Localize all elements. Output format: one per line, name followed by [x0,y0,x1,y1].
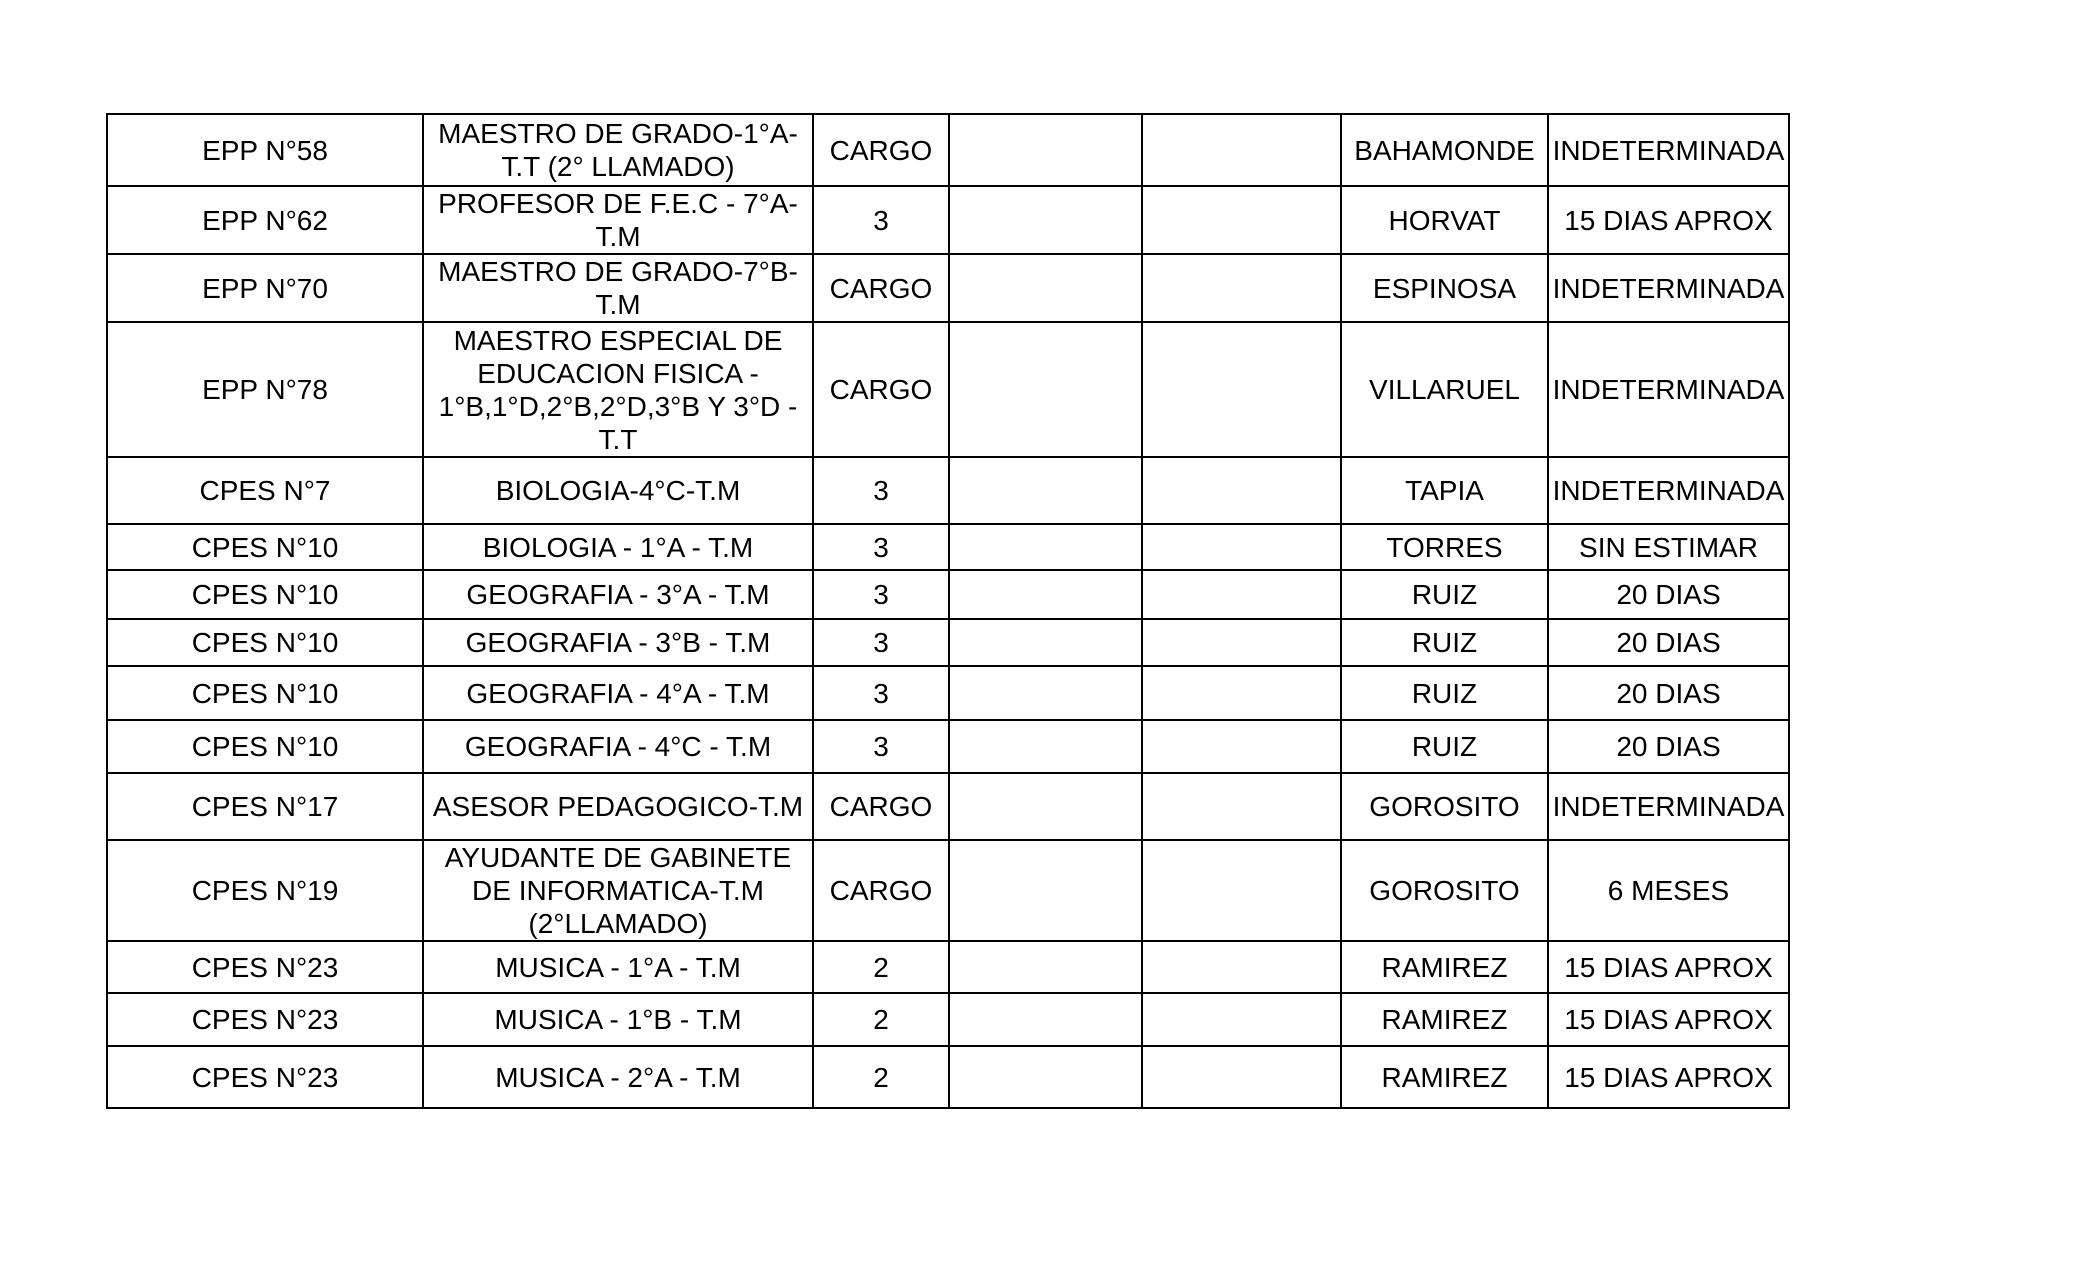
empty-cell [949,570,1142,619]
empty-cell [1142,114,1341,186]
hours-cell: CARGO [813,322,949,457]
table-row [107,114,1789,186]
school-cell: CPES N°10 [107,619,423,666]
school-cell: CPES N°10 [107,720,423,773]
table-row [107,570,1789,619]
empty-cell [949,993,1142,1046]
empty-cell [949,773,1142,840]
empty-cell [1142,619,1341,666]
hours-cell: 3 [813,524,949,570]
empty-cell [1142,773,1341,840]
empty-cell [949,254,1142,322]
teacher-cell: VILLARUEL [1341,322,1548,457]
table-row [107,254,1789,322]
subject-cell: MUSICA - 1°B - T.M [423,993,813,1046]
teacher-cell: RUIZ [1341,666,1548,720]
duration-cell: 20 DIAS [1548,619,1789,666]
school-cell: CPES N°17 [107,773,423,840]
empty-cell [949,941,1142,993]
empty-cell [1142,840,1341,941]
subject-cell: MAESTRO ESPECIAL DE EDUCACION FISICA - 1°B,1°D,2°B,2°D,3°B Y 3°D - T.T [423,322,813,457]
duration-cell: SIN ESTIMAR [1548,524,1789,570]
hours-cell: CARGO [813,840,949,941]
empty-cell [949,666,1142,720]
table-row [107,457,1789,524]
empty-cell [1142,1046,1341,1108]
table-row [107,840,1789,941]
school-cell: EPP N°62 [107,186,423,254]
hours-cell: CARGO [813,254,949,322]
duration-cell: 15 DIAS APROX [1548,1046,1789,1108]
hours-cell: 2 [813,993,949,1046]
hours-cell: CARGO [813,114,949,186]
school-cell: EPP N°70 [107,254,423,322]
table-row [107,186,1789,254]
duration-cell: 15 DIAS APROX [1548,993,1789,1046]
duration-cell: INDETERMINADA [1548,114,1789,186]
table-row [107,322,1789,457]
subject-cell: PROFESOR DE F.E.C - 7°A-T.M [423,186,813,254]
teacher-cell: RAMIREZ [1341,993,1548,1046]
subject-cell: GEOGRAFIA - 3°B - T.M [423,619,813,666]
vacancies-table [106,113,1790,1109]
subject-cell: AYUDANTE DE GABINETE DE INFORMATICA-T.M (2°LLAMADO) [423,840,813,941]
empty-cell [1142,186,1341,254]
subject-cell: BIOLOGIA-4°C-T.M [423,457,813,524]
subject-cell: BIOLOGIA - 1°A - T.M [423,524,813,570]
empty-cell [949,1046,1142,1108]
school-cell: CPES N°7 [107,457,423,524]
duration-cell: INDETERMINADA [1548,254,1789,322]
empty-cell [949,524,1142,570]
subject-cell: GEOGRAFIA - 4°A - T.M [423,666,813,720]
table-row [107,619,1789,666]
duration-cell: 15 DIAS APROX [1548,941,1789,993]
duration-cell: INDETERMINADA [1548,773,1789,840]
teacher-cell: ESPINOSA [1341,254,1548,322]
school-cell: CPES N°23 [107,993,423,1046]
teacher-cell: BAHAMONDE [1341,114,1548,186]
teacher-cell: TORRES [1341,524,1548,570]
teacher-cell: GOROSITO [1341,840,1548,941]
duration-cell: INDETERMINADA [1548,322,1789,457]
empty-cell [949,114,1142,186]
subject-cell: GEOGRAFIA - 4°C - T.M [423,720,813,773]
empty-cell [1142,570,1341,619]
duration-cell: 20 DIAS [1548,720,1789,773]
hours-cell: 3 [813,619,949,666]
school-cell: CPES N°10 [107,524,423,570]
empty-cell [949,720,1142,773]
subject-cell: MAESTRO DE GRADO-1°A-T.T (2° LLAMADO) [423,114,813,186]
school-cell: CPES N°10 [107,570,423,619]
duration-cell: 15 DIAS APROX [1548,186,1789,254]
subject-cell: MUSICA - 2°A - T.M [423,1046,813,1108]
empty-cell [1142,666,1341,720]
duration-cell: 20 DIAS [1548,666,1789,720]
empty-cell [1142,993,1341,1046]
empty-cell [1142,457,1341,524]
teacher-cell: GOROSITO [1341,773,1548,840]
hours-cell: 2 [813,941,949,993]
empty-cell [949,619,1142,666]
teacher-cell: RUIZ [1341,619,1548,666]
teacher-cell: RAMIREZ [1341,941,1548,993]
table-row [107,993,1789,1046]
empty-cell [1142,941,1341,993]
empty-cell [949,457,1142,524]
school-cell: CPES N°19 [107,840,423,941]
school-cell: EPP N°78 [107,322,423,457]
table-row [107,1046,1789,1108]
teacher-cell: TAPIA [1341,457,1548,524]
table-row [107,773,1789,840]
school-cell: CPES N°23 [107,941,423,993]
duration-cell: 20 DIAS [1548,570,1789,619]
hours-cell: 3 [813,570,949,619]
empty-cell [949,186,1142,254]
empty-cell [1142,322,1341,457]
empty-cell [1142,254,1341,322]
table-row [107,524,1789,570]
subject-cell: MAESTRO DE GRADO-7°B-T.M [423,254,813,322]
empty-cell [949,322,1142,457]
hours-cell: 3 [813,666,949,720]
school-cell: CPES N°10 [107,666,423,720]
hours-cell: 3 [813,720,949,773]
empty-cell [1142,720,1341,773]
empty-cell [1142,524,1341,570]
teacher-cell: RUIZ [1341,570,1548,619]
subject-cell: GEOGRAFIA - 3°A - T.M [423,570,813,619]
hours-cell: 2 [813,1046,949,1108]
school-cell: EPP N°58 [107,114,423,186]
duration-cell: 6 MESES [1548,840,1789,941]
empty-cell [949,840,1142,941]
teacher-cell: RAMIREZ [1341,1046,1548,1108]
table-row [107,941,1789,993]
duration-cell: INDETERMINADA [1548,457,1789,524]
teacher-cell: HORVAT [1341,186,1548,254]
table-row [107,720,1789,773]
hours-cell: CARGO [813,773,949,840]
teacher-cell: RUIZ [1341,720,1548,773]
hours-cell: 3 [813,457,949,524]
hours-cell: 3 [813,186,949,254]
subject-cell: MUSICA - 1°A - T.M [423,941,813,993]
table-row [107,666,1789,720]
subject-cell: ASESOR PEDAGOGICO-T.M [423,773,813,840]
school-cell: CPES N°23 [107,1046,423,1108]
